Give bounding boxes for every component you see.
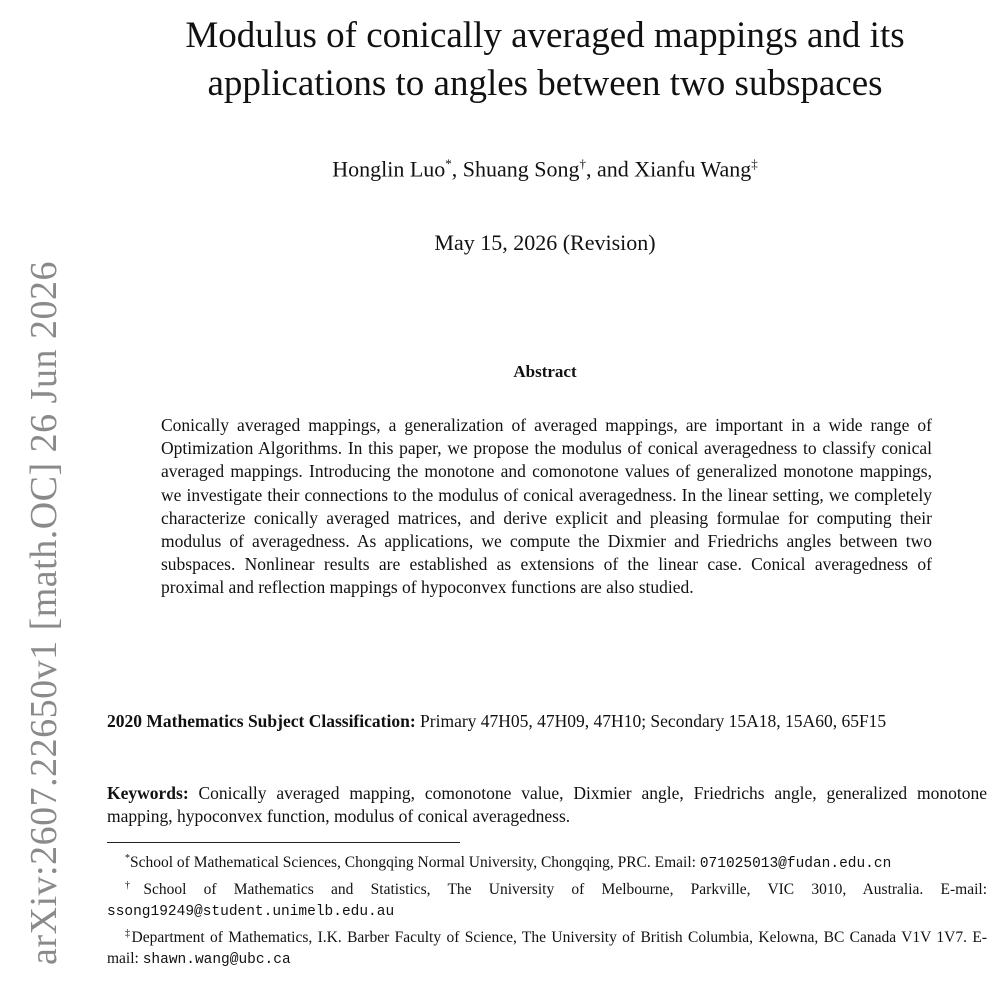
msc-label: 2020 Mathematics Subject Classification: xyxy=(107,711,416,731)
footnote-divider xyxy=(107,842,460,843)
footnote-text: Department of Mathematics, I.K. Barber Faculty of Science, The University of British Columbia, Kelowna, BC Canada V1V 1V7. E-mail: xyxy=(107,929,987,968)
footnote-affiliation xyxy=(107,848,987,875)
footnote-email-link[interactable]: shawn.wang@ubc.ca xyxy=(142,952,291,969)
footnote-text: School of Mathematical Sciences, Chongqing Normal University, Chongqing, PRC. Email: xyxy=(130,854,700,872)
keywords-text: Conically averaged mapping, comonotone value, Dixmier angle, Friedrichs angle, generalized monotone mapping, hypoconvex function, modulus of conical averagedness. xyxy=(107,783,987,827)
msc-classification xyxy=(107,710,987,733)
footnote-email-link[interactable]: 071025013@fudan.edu.cn xyxy=(699,856,892,873)
msc-text: Primary 47H05, 47H09, 47H10; Secondary 15A18, 15A60, 65F15 xyxy=(415,711,887,731)
footnote-mark: † xyxy=(125,880,144,892)
footnote-affiliation xyxy=(107,875,987,923)
author-name: Shuang Song xyxy=(462,156,580,182)
footnote-text: School of Mathematics and Statistics, The University of Melbourne, Parkville, VIC 3010, Australia. E-mail: xyxy=(143,881,987,899)
footnote-mark: * xyxy=(125,853,130,864)
author-mark: † xyxy=(579,156,587,171)
author-name: Honglin Luo xyxy=(332,156,446,182)
author-separator: , xyxy=(451,156,458,182)
author-name: Xianfu Wang xyxy=(634,156,752,182)
paper-title xyxy=(100,12,990,108)
abstract-heading: Abstract xyxy=(513,362,577,381)
author-list xyxy=(100,156,990,182)
keywords-label: Keywords: xyxy=(107,783,189,803)
arxiv-stamp: arXiv:2607.22650v1 [math.OC] 26 Jun 2026 xyxy=(23,261,65,965)
author-mark: * xyxy=(445,156,452,171)
author-conjunction: and xyxy=(591,156,635,182)
author-separator: , xyxy=(586,156,592,182)
author-mark: ‡ xyxy=(751,156,758,171)
footnote-affiliation xyxy=(107,923,987,971)
keywords-section xyxy=(107,782,987,828)
footnote-email-link[interactable]: ssong19249@student.unimelb.edu.au xyxy=(107,904,395,921)
footnote-mark: ‡ xyxy=(125,928,132,940)
paper-date: May 15, 2026 (Revision) xyxy=(434,230,656,255)
title-line-2: applications to angles between two subspaces xyxy=(207,63,883,104)
abstract-body: Conically averaged mappings, a generalization of averaged mappings, are important in a wide range of Optimization Algorithms. In this paper, we propose the modulus of conical averagedness to classify conical averaged mappings. Introducing the monotone and comonotone values of generalized monotone mappings, we investigate their connections to the modulus of conical averagedness. In the linear setting, we completely characterize conically averaged matrices, and derive explicit and pleasing formulae for computing their modulus of averagedness. As applications, we compute the Dixmier and Friedrichs angles between two subspaces. Nonlinear results are established as extensions of the linear case. Conical averagedness of proximal and reflection mappings of hypoconvex functions are also studied. xyxy=(161,415,932,598)
title-line-1: Modulus of conically averaged mappings and its xyxy=(185,15,905,56)
footnotes xyxy=(107,848,987,971)
